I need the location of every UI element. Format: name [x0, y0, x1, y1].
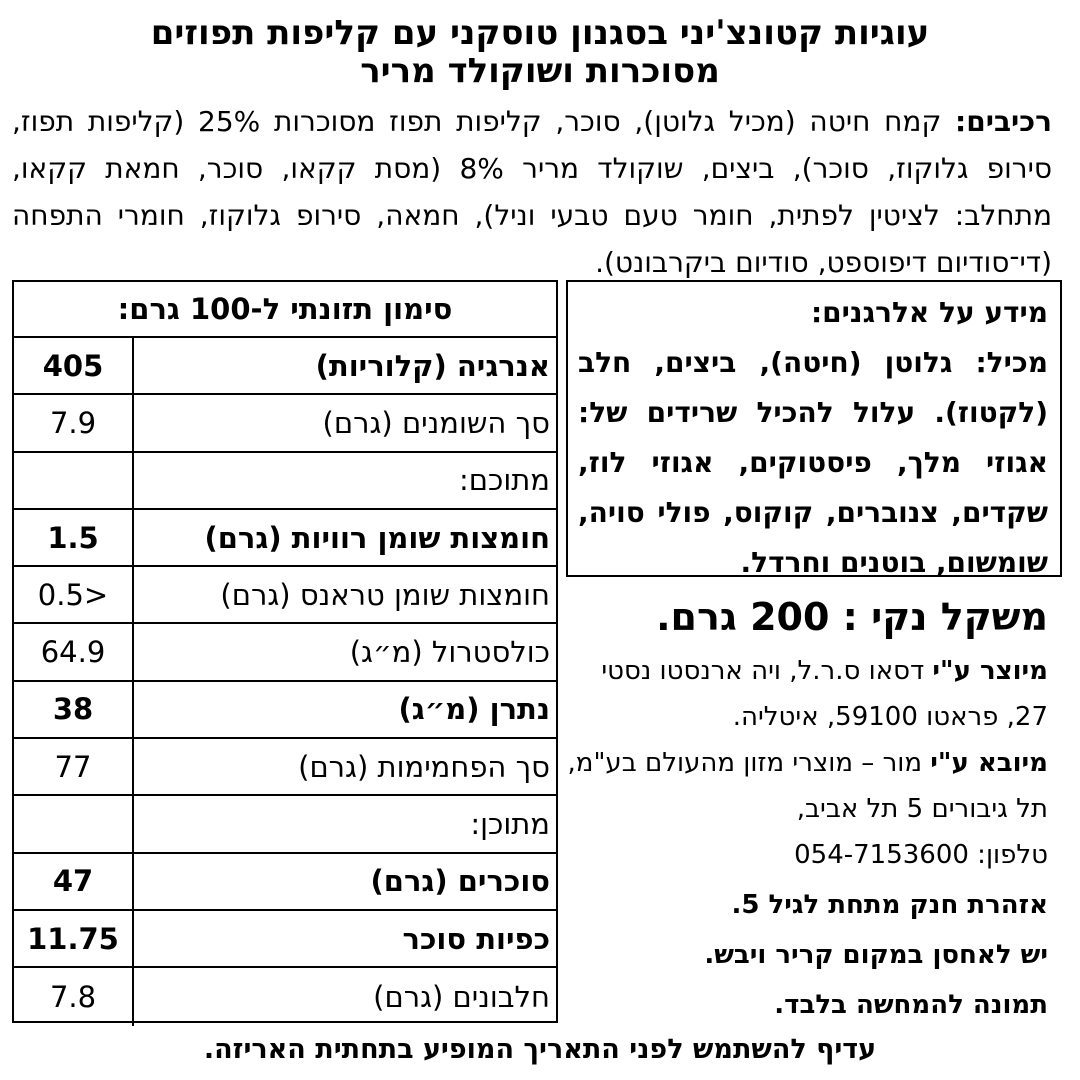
nutrition-row-protein: [14, 968, 556, 1025]
nutrition-row-of-which-carbs: [14, 796, 556, 853]
allergen-title: מידע על אלרגנים:: [810, 296, 1048, 329]
best-before-note: עדיף להשתמש לפני התאריך המופיע בתחתית האריזה.: [203, 1034, 877, 1065]
nutrient-name: חלבונים (גרם): [373, 979, 550, 1014]
nutrition-table: [12, 280, 558, 1023]
nutrient-name: נתרן (מ״ג): [398, 692, 550, 727]
warning-choking: אזהרת חנק מתחת לגיל 5.: [731, 890, 1048, 920]
allergen-text: מכיל: גלוטן (חיטה), ביצים, חלב (לקטוז). עלול להכיל שרידים של: אגוזי מלך, פיסטוקים, אגוזי לוז, שקדים, צנוברים, קוקוס, פולי סויה, שומשום, בוטנים וחרדל.: [578, 346, 1048, 579]
nutrition-row-sugar-teaspoons: [14, 911, 556, 968]
manufacturer-label: מיוצר ע"י: [932, 656, 1048, 686]
nutrition-row-sodium: [14, 682, 556, 739]
nutrient-value: 7.9: [14, 395, 134, 450]
nutrient-name: מתוכם:: [458, 463, 550, 498]
product-title: [20, 14, 1060, 90]
nutrient-value: 11.75: [14, 911, 134, 966]
ingredients-text: קמח חיטה (מכיל גלוטן), סוכר, קליפות תפוז מסוכרות 25% (קליפות תפוז, סירופ גלוקוז, סוכר), ביצים, שוקולד מריר 8% (מסת קקאו, סוכר, חמאת קקאו, מתחלב: לציטין לפתית, חומר טעם טבעי וניל), חמאה, סירופ גלוקוז, חומרי התפחה (די־סודיום דיפוספט, סודיום ביקרבונט).: [12, 105, 1052, 279]
nutrient-name: סוכרים (גרם): [370, 864, 550, 899]
nutrition-row-sugars: [14, 854, 556, 911]
nutrient-value: 1.5: [14, 510, 134, 565]
importer-phone: טלפון: 054-7153600: [794, 840, 1048, 870]
nutrient-value: 38: [14, 682, 134, 737]
nutrient-name: כפיות סוכר: [402, 921, 550, 956]
warnings-block: [558, 880, 1048, 1030]
nutrition-row-total-fat: [14, 395, 556, 452]
product-title-line-1: עוגיות קטונצ'יני בסגנון טוסקני עם קליפות תפוזים: [150, 13, 930, 53]
nutrient-value: 405: [14, 338, 134, 393]
nutrition-row-of-which-fat: [14, 453, 556, 510]
nutrient-value: 47: [14, 854, 134, 909]
nutrient-value: 0.5>: [14, 567, 134, 622]
manufacturer-text: דסאו ס.ר.ל, ויה ארנסטו נסטי 27, פראטו 59100, איטליה.: [601, 656, 1048, 732]
nutrition-row-trans-fat: [14, 567, 556, 624]
nutrient-name: סך השומנים (גרם): [322, 405, 550, 440]
nutrient-value: [14, 796, 134, 851]
nutrient-name: כולסטרול (מ״ג): [349, 635, 550, 670]
allergen-box: [566, 280, 1062, 577]
nutrient-name: סך הפחמימות (גרם): [298, 749, 550, 784]
nutrition-table-header: סימון תזונתי ל-100 גרם:: [14, 282, 556, 338]
manufacturer-line: [558, 648, 1048, 740]
warning-storage: יש לאחסן במקום קריר ויבש.: [704, 940, 1048, 970]
ingredients-label: רכיבים:: [955, 105, 1052, 138]
importer-label: מיובא ע"י: [930, 748, 1048, 778]
nutrition-row-energy: [14, 338, 556, 395]
nutrient-name: אנרגיה (קלוריות): [315, 348, 550, 383]
importer-line: [558, 740, 1048, 832]
nutrition-row-saturated-fat: [14, 510, 556, 567]
nutrition-row-total-carbs: [14, 739, 556, 796]
importer-text: מור – מוצרי מזון מהעולם בע"מ, תל גיבורים 5 תל אביב,: [567, 748, 1048, 824]
nutrition-row-cholesterol: [14, 624, 556, 681]
manufacturer-info: [558, 648, 1048, 878]
nutrient-value: [14, 453, 134, 508]
net-weight: משקל נקי : 200 גרם.: [656, 595, 1048, 639]
nutrient-name: מתוכן:: [470, 807, 550, 842]
product-title-line-2: מסוכרות ושוקולד מריר: [360, 51, 720, 91]
nutrient-value: 64.9: [14, 624, 134, 679]
nutrient-value: 77: [14, 739, 134, 794]
nutrient-name: חומצות שומן טראנס (גרם): [220, 577, 550, 612]
ingredients-paragraph: [12, 98, 1052, 286]
warning-image-illustration: תמונה להמחשה בלבד.: [774, 990, 1048, 1020]
nutrient-name: חומצות שומן רוויות (גרם): [204, 520, 550, 555]
nutrient-value: 7.8: [14, 968, 134, 1025]
